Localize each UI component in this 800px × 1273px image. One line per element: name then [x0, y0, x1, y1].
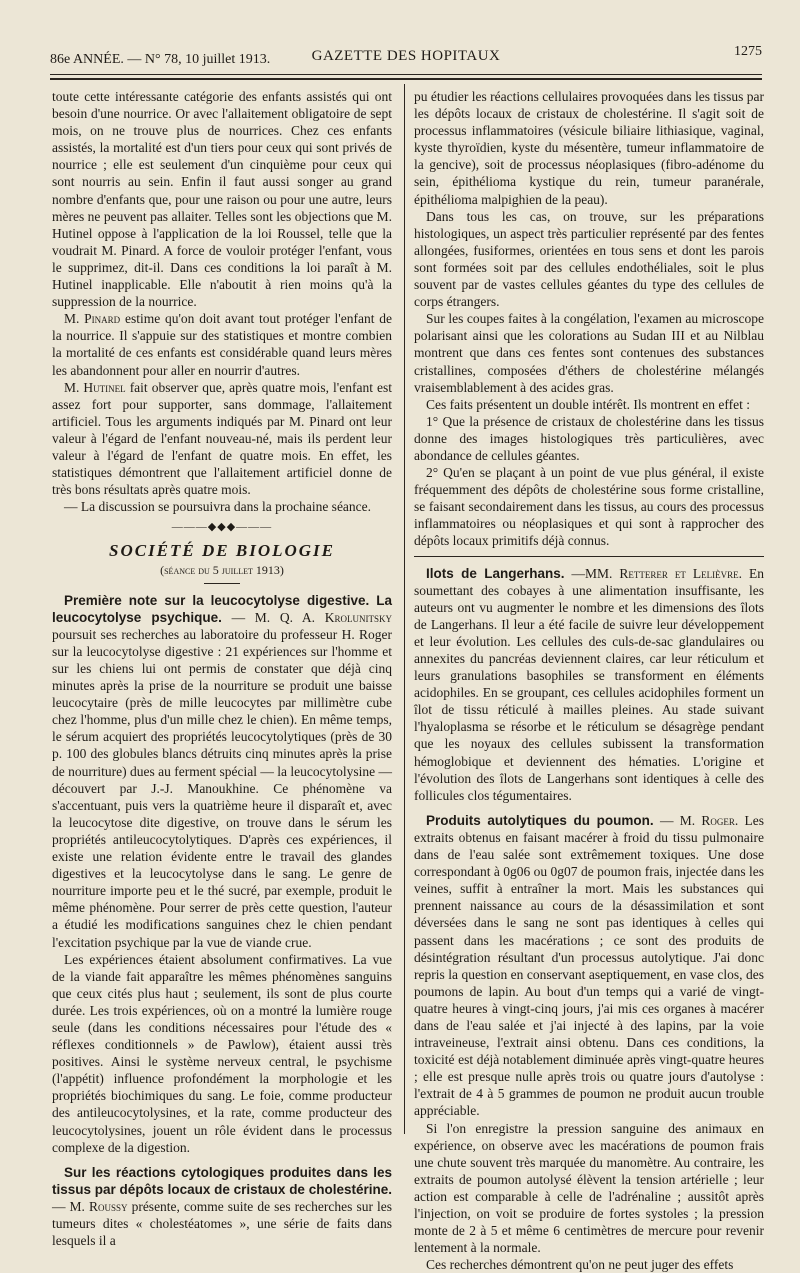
article-text: Les extraits obtenus en faisant macérer à froid du tissu pulmonaire dans de l'eau salée sont extrêmement toxiques. Une dose correspondant à 0g06 ou 0g07 de poumon frais, injectée dans les veines, suffit à entraîner la mort. Mais les substances qui prennent naissance au cours de la désassimilation et sont déversées dans le sang ne sont pas identiques à celles qui passent dans les macérations ; ce sont des produits de désintégration résultant d'un processus autolytique. J'ai donc repris la question en conservant aseptiquement, en vase clos, des poumons de lapin. Au bout d'un temps qui a varié de vingt-quatre heures à vingt-cinq jours, j'ai mis ces organes à macérer dans de l'eau salée et j'ai injecté à des lapins, par la voie intraveineuse, l'extrait ainsi obtenu. Dans ces conditions, la toxicité est déjà notablement diminuée après vingt-quatre heures ; elle est presque nulle après trois ou quatre jours d'autolyse : l'extrait de 4 à 5 grammes de poumon ne produit aucun trouble appréciable. [414, 812, 764, 1119]
paragraph: Dans tous les cas, on trouve, sur les préparations histologiques, un aspect très particulier représenté par des fentes allongées, fusiformes, orientées en tous sens et dont les parois sont formées soit par des cellules endothéliales, soit le plus souvent par de vastes cellules géantes du type des cellules de corps étrangers. [414, 208, 764, 310]
header-rule-thick [50, 78, 762, 80]
paragraph: 2° Qu'en se plaçant à un point de vue plus général, il existe fréquemment des dépôts de cholestérine sous forme cristalline, se faisant secondairement dans les tissus, au cours des processus inflammatoires ou néoplasiques et qui sont à rapprocher des dépôts locaux primitifs déjà connus. [414, 465, 764, 549]
paragraph [52, 379, 392, 499]
article-author: — M. Roger. [653, 812, 739, 828]
column-divider [404, 84, 405, 1134]
title-rule [204, 583, 240, 584]
section-ornament: ———◆◆◆——— [171, 521, 273, 534]
paragraph: 1° Que la présence de cristaux de cholestérine dans les tissus donne des images histologiques très particulières, avec abondance de cellules géantes. [414, 413, 764, 463]
article-text: En soumettant des cobayes à une alimentation insuffisante, les auteurs ont vu augmenter le nombre et les dimensions des îlots de Langerhans. Il leur a été facile de suivre leur développement et leur évolution. Les cellules des culs-de-sac glandulaires ou annexites du pancréas deviennent claires, car leur réticulum et leurs granulations basophiles se transforment en éléments acidophiles. En se groupant, ces cellules acidophiles forment un îlot de tissu réticulé à mailles pleines. Au stade suivant l'hyaloplasma se résorbe et le réticulum se désagrège pendant que les noyaux des cellules subissent la transformation hémoglobique et deviennent des hématies. L'origine et l'évolution des îlots de Langerhans sont identiques à celle des follicules clos tégumentaires. [414, 565, 764, 803]
paragraph: toute cette intéressante catégorie des enfants assistés qui ont besoin d'une nourrice. Or avec l'allaitement obligatoire de sept mois, on ne trouve plus de nourrices. Chez ces enfants assistés, la mortalité est d'un tiers pour ceux qui sont privés de nourrice ; elle est seulement d'un cinquième pour ceux qui sont nourris au sein. Enfin il faut aussi songer au grand nombre d'enfants que, pour une raison ou pour une autre, leurs mères ne peuvent pas allaiter. Telles sont les objections que M. Hutinel oppose à l'application de la loi Roussel, telle que la voudrait M. Pinard. A force de vouloir protéger l'enfant, vous le supprimez, dit-il. Dans ces conditions la loi paraît à M. Hutinel inapplicable. Elle n'aboutit à rien moins qu'à la suppression de la nourrice. [52, 89, 392, 310]
paragraph: Sur les coupes faites à la congélation, l'examen au microscope polarisant ainsi que les colorations au Sudan III et au Nilblau montrent que dans ces fentes sont contenues des substances cristallines, composées d'éthers de cholestérine mélangés vraisemblablement à des acides gras. [414, 311, 764, 395]
article-author: —MM. Retterer et Lelièvre. [564, 565, 742, 581]
article [414, 565, 764, 804]
discussion-note: — La discussion se poursuivra dans la prochaine séance. [64, 499, 372, 515]
paragraph: Si l'on enregistre la pression sanguine des animaux en expérience, on observe avec les macérations de poumon frais une chute souvent très marquée du manomètre. Au contraire, les extraits de poumon autolysé élèvent la tension artérielle ; leur action est comparable à celle de l'adrénaline ; aussitôt après l'injection, on voit se produire de fortes systoles ; la pression monte de 2 à 5 et même 6 centimètres de mercure pour revenir lentement à la normale. [414, 1120, 764, 1256]
article-title: Ilots de Langerhans. [426, 565, 565, 581]
article [52, 1164, 392, 1249]
journal-title: GAZETTE DES HOPITAUX [311, 48, 501, 64]
paragraph-text: fait observer que, après quatre mois, l'enfant est assez fort pour supporter, sans dommage, l'allaitement artificiel. Tous les arguments indiqués par M. Pinard ont leur valeur à l'égard de l'enfant nouveau-né, mais ils perdent leur valeur à l'égard de l'enfant de quatre mois. En effet, les statistiques démontrent que l'allaitement artificiel donne de très bons résultats après quatre mois. [52, 379, 392, 498]
article-title: Première note sur la leucocytolyse digestive. La leucocytolyse psychique. [52, 592, 392, 625]
issue-info: 86e ANNÉE. — N° 78, 10 juillet 1913. [50, 52, 271, 67]
article-text: poursuit ses recherches au laboratoire du professeur H. Roger sur la leucocytolyse digestive : 21 expériences sur l'homme et sur les chiens lui ont permis de constater que déjà cinq minutes après la prise de la nourriture se produit une baisse leucocytaire (près de mille leucocytes par millimètre cube chez l'homme, plus d'un mille chez le chien). En même temps, le sérum acquiert des propriétés leucocytolytiques (près de 30 p. 100 des globules blancs détruits cinq minutes après la prise de nourriture) dues au ferment spécial — la leucocytolysine — découvert par J.-J. Manoukhine. Ce phénomène va s'accentuant, puis vers la quatrième heure il disparaît et, avec la leucocytose dite digestive, on trouve dans le sérum les propriétés antileucocytolytiques. D'après ces expériences, il existe une relation évidente entre le travail des glandes digestives et la leucocytolyse dans le sang. Le genre de nourriture importe peu et le thé sucré, par exemple, produit le même phénomène. Pour serrer de près cette question, l'auteur a étudié les modifications sanguines chez le chien pendant l'excitation psychique par la vue de viande crue. [52, 626, 393, 950]
section-title: SOCIÉTÉ DE BIOLOGIE [109, 541, 335, 561]
article [52, 592, 392, 951]
paragraph: Les expériences étaient absolument confirmatives. La vue de la viande fait apparaître les mêmes phénomènes sanguins que ceux cités plus haut ; seulement, ils sont de plus courte durée. Les trois expériences, où on a montré la lumière rouge seule (dans les conditions nécessaires pour l'étude des « réflexes conditionnels » de Pawlow), étaient aussi très positives. Ainsi le système nerveux central, le psychisme (l'appétit) influence profondément la morphologie et les propriétés biochimiques du sang. Le foie, comme producteur des antileucocytolysines, et la rate, comme producteur des leucocytolysines, jouent un rôle évident dans le processus complexe de la digestion. [52, 951, 392, 1155]
speaker-name: M. Pinard [64, 311, 121, 327]
header-rule [50, 74, 762, 75]
article-author: — M. Roussy [52, 1198, 128, 1214]
paragraph: Ces recherches démontrent qu'on ne peut juger des effets [426, 1257, 734, 1273]
paragraph: pu étudier les réactions cellulaires provoquées dans les tissus par les dépôts locaux de cristaux de cholestérine. Il s'agit soit de processus inflammatoires (vésicule biliaire lithiasique, vaginal, kyste thyroïdien, kyste du mésentère, tumeur inflammatoire de la gencive), soit de processus néoplasiques (fibro-adénome du sein, épithélioma kystique du rein, tumeur paranérale, épithélioma malpighien de la peau). [414, 89, 764, 207]
paragraph [52, 310, 392, 378]
article-author: — M. Q. A. Krolunitsky [221, 609, 392, 625]
page-header [50, 42, 762, 72]
article-text: présente, comme suite de ses recherches sur les tumeurs dites « cholestéatomes », une série de faits dans lesquels il a [52, 1198, 392, 1249]
article-title: Sur les réactions cytologiques produites dans les tissus par dépôts locaux de cristaux de cholestérine. [52, 1164, 392, 1197]
article-separator [414, 556, 764, 557]
right-column [414, 88, 764, 1273]
paragraph-text: estime qu'on doit avant tout protéger l'enfant de la nourrice. Il s'appuie sur des statistiques et montre combien la mortalité de ces enfants est considérable quand leurs mères les abandonnent pour aller en nourrir d'autres. [52, 311, 392, 378]
article-title: Produits autolytiques du poumon. [426, 812, 654, 828]
paragraph: Ces faits présentent un double intérêt. Ils montrent en effet : [426, 396, 751, 412]
speaker-name: M. Hutinel [64, 379, 126, 395]
article [414, 812, 764, 1120]
page-number: 1275 [734, 44, 762, 59]
left-column [52, 88, 392, 1249]
session-date: (séance du 5 juillet 1913) [160, 562, 284, 577]
